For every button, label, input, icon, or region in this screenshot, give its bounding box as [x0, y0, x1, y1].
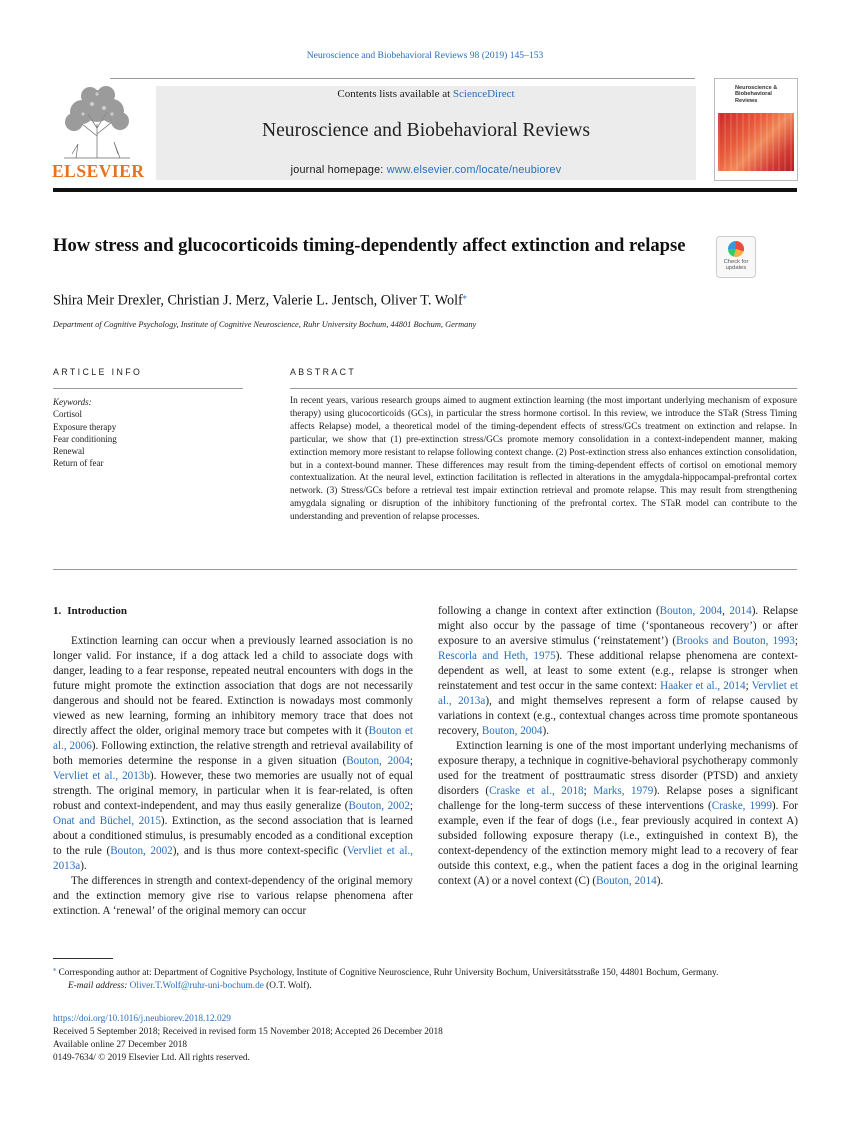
author-names: Shira Meir Drexler, Christian J. Merz, Valerie L. Jentsch, Oliver T. Wolf	[53, 292, 463, 309]
journal-masthead	[156, 86, 696, 180]
body-column-left	[53, 604, 413, 919]
body-column-right	[438, 604, 798, 889]
corresponding-author-mark[interactable]: ⁎	[462, 292, 467, 301]
body-text: ). For example, even if the fear of dogs (i.e., fear previously acquired in context A) subsided following exposure therapy (i.e., extinguished in context B), the context-dependency of the extinction memory might lead to a recovery of fear outside this context, e.g., when the patient faces a dog in the original learning context (A) or a novel context (C) (	[438, 800, 798, 887]
masthead-divider	[53, 188, 797, 192]
body-text: ;	[409, 800, 413, 812]
body-text: ). However, these two memories are usually not of equal strength. The original memory, in particular when it is fear-related, is often robust and context-independent, and may thus easily generalize (	[53, 770, 413, 812]
body-text: ).	[656, 875, 664, 887]
citation-link[interactable]: Bouton, 2004	[346, 755, 410, 767]
body-text: ), and might themselves represent a form of relapse caused by variations in context (e.g., contextual changes across time promote spontaneous recovery,	[438, 695, 798, 737]
available-online: Available online 27 December 2018	[53, 1040, 188, 1050]
body-text: ).	[542, 725, 549, 737]
publication-info	[53, 1013, 797, 1065]
body-text: ,	[722, 605, 730, 617]
keyword: Fear conditioning	[53, 433, 117, 444]
contents-line	[156, 88, 696, 100]
keywords-label: Keywords:	[53, 397, 92, 407]
affiliation: Department of Cognitive Psychology, Institute of Cognitive Neuroscience, Ruhr University Bochum, 44801 Bochum, Germany	[53, 320, 477, 329]
citation-link[interactable]: Vervliet et al., 2013a	[438, 680, 798, 707]
citation-link[interactable]: Bouton, 2002	[348, 800, 410, 812]
body-text: ;	[745, 680, 752, 692]
body-text: ), and is thus more context-specific (	[172, 845, 347, 857]
citation-link[interactable]: Haaker et al., 2014	[660, 680, 746, 692]
citation-link[interactable]: Vervliet et al., 2013b	[53, 770, 150, 782]
abstract-bottom-rule	[53, 569, 797, 570]
citation-link[interactable]: Brooks and Bouton, 1993	[676, 635, 795, 647]
author-list	[53, 292, 793, 310]
paragraph	[53, 874, 413, 919]
citation-link[interactable]: Bouton, 2014	[596, 875, 657, 887]
body-text: ;	[583, 785, 594, 797]
journal-reference[interactable]: Neuroscience and Biobehavioral Reviews 98 (2019) 145–153	[306, 50, 544, 61]
email-line	[53, 980, 797, 993]
publisher-logo[interactable]	[52, 84, 145, 182]
tree-emblem-icon	[52, 84, 142, 160]
paragraph	[438, 604, 798, 739]
body-text: following a change in context after extinction (	[438, 605, 660, 617]
sciencedirect-link[interactable]: ScienceDirect	[452, 88, 515, 100]
footnote-rule	[53, 958, 113, 959]
citation-link[interactable]: Rescorla and Heth, 1975	[438, 650, 556, 662]
paragraph	[53, 634, 413, 874]
contents-prefix: Contents lists available at	[337, 88, 453, 100]
section-title: Introduction	[67, 605, 127, 617]
body-text: Extinction learning can occur when a previously learned association is no longer valid. For instance, if a dog attack led a child to associate dogs with danger, leading to a fear response, repeated neutral encounters with dogs in the future might promote the extinction association that dogs are not necessarily dangerous and should not be feared. Extinction is nowadays most commonly viewed as new learning, forming an inhibitory memory trace that does not directly affect the older, original memory trace but competes with it (	[53, 635, 413, 737]
body-text: ).	[80, 860, 87, 872]
cover-title: Neuroscience & Biobehavioral Reviews	[735, 85, 778, 104]
citation-link[interactable]: Onat and Büchel, 2015	[53, 815, 161, 827]
body-text: ;	[409, 755, 413, 767]
journal-homepage	[156, 164, 696, 176]
corresponding-address: Corresponding author at: Department of Cognitive Psychology, Institute of Cognitive Neuroscience, Ruhr University Bochum, Universitätsstraße 150, 44801 Bochum, Germany.	[58, 968, 719, 979]
citation-link[interactable]: Bouton, 2002	[110, 845, 173, 857]
homepage-prefix: journal homepage:	[290, 164, 387, 176]
corresponding-author-note	[53, 963, 797, 980]
body-text: ). Extinction, as the second association that is learned about a conditioned stimulus, is presumably encoded as a conditional exception to the rule (	[53, 815, 413, 857]
section-number: 1.	[53, 605, 62, 617]
abstract-heading: ABSTRACT	[290, 367, 357, 377]
body-text: ). Relapse poses a significant challenge for the long-term success of these interventions (	[438, 785, 798, 812]
keyword: Return of fear	[53, 458, 104, 469]
citation-link[interactable]: Craske, 1999	[711, 800, 772, 812]
crossmark-icon	[728, 241, 744, 257]
check-for-updates-badge[interactable]	[716, 236, 756, 278]
citation-link[interactable]: 2014	[729, 605, 752, 617]
citation-link[interactable]: Bouton, 2004	[481, 725, 543, 737]
doi-link[interactable]: https://doi.org/10.1016/j.neubiorev.2018.12.029	[53, 1014, 231, 1024]
corresponding-author-footnote	[53, 963, 797, 993]
journal-cover-thumbnail[interactable]	[714, 78, 798, 181]
email-link[interactable]: Oliver.T.Wolf@ruhr-uni-bochum.de	[129, 981, 264, 992]
body-text: The differences in strength and context-dependency of the original memory and the extinction memory give rise to various relapse phenomena after extinction. A ‘renewal’ of the original memory can occur	[53, 875, 413, 917]
keyword: Exposure therapy	[53, 421, 117, 432]
publisher-wordmark: ELSEVIER	[52, 161, 145, 181]
copyright: 0149-7634/ © 2019 Elsevier Ltd. All rights reserved.	[53, 1053, 250, 1063]
article-info-rule	[53, 388, 243, 389]
keyword: Cortisol	[53, 409, 83, 420]
paragraph	[438, 739, 798, 889]
article-title: How stress and glucocorticoids timing-dependently affect extinction and relapse	[53, 235, 686, 256]
body-text: ;	[794, 635, 798, 647]
citation-link[interactable]: Craske et al., 2018	[489, 785, 584, 797]
keywords-block	[53, 396, 243, 470]
citation-link[interactable]: Marks, 1979	[593, 785, 654, 797]
citation-link[interactable]: Bouton et al., 2006	[53, 725, 413, 752]
cover-artwork	[718, 113, 794, 171]
section-heading	[53, 604, 413, 619]
homepage-link[interactable]: www.elsevier.com/locate/neubiorev	[386, 164, 562, 176]
abstract-text: In recent years, various research groups aimed to augment extinction learning (the most important underlying mechanism of exposure therapy) using glucocorticoids (GCs), in particular the stress hormone cortisol. In this review, we introduce the STaR (Stress Timing affects Relapse) model, a theoretical model of the timing-dependent effects of stress/GCs treatment on extinction and relapse. In particular, we show that (1) pre-extinction stress/GCs promote memory consolidation in a context-independent manner, making extinction memory more resistant to relapse following context change. (2) Post-extinction stress also enhances extinction consolidation, but in a context-bound manner. These differences may result from the timing-dependent effects of cortisol on emotional memory contextualization. At the neural level, extinction facilitation is reflected in alterations in the amygdala-hippocampal-prefrontal cortex network. (3) Stress/GCs before a retrieval test impair extinction retrieval and promote relapse. This may result from strengthening amygdala signaling or disruption of the inhibitory functioning of the prefrontal cortex. The STaR model can contribute to the understanding and prevention of relapse processes.	[290, 396, 797, 523]
email-suffix: (O.T. Wolf).	[263, 981, 312, 992]
received-dates: Received 5 September 2018; Received in revised form 15 November 2018; Accepted 26 December 2018	[53, 1027, 443, 1037]
check-for-updates-label: Check for updates	[723, 259, 749, 272]
article-info-heading: ARTICLE INFO	[53, 367, 143, 377]
email-label: E-mail address:	[68, 981, 128, 992]
journal-title: Neuroscience and Biobehavioral Reviews	[261, 120, 591, 141]
citation-link[interactable]: Bouton, 2004	[659, 605, 723, 617]
footnote-mark: ⁎	[53, 966, 57, 973]
keyword: Renewal	[53, 446, 85, 457]
abstract-rule	[290, 388, 797, 389]
body-text: Extinction learning is one of the most important underlying mechanisms of exposure therapy, a technique in cognitive-behavioral psychotherapy commonly used for the treatment of posttraumatic stress disorder (PTSD) and anxiety disorders (	[438, 740, 798, 797]
body-text: ). Relapse might also occur by the passage of time (‘spontaneous recovery’) or after exposure to an aversive stimulus (‘reinstatement’) (	[438, 605, 798, 647]
body-text: ). These additional relapse phenomena are context-dependent as well, at least to some extent (e.g., relapse is stronger when reinstatement and test occur in the same context:	[438, 650, 799, 692]
header-rule	[110, 78, 695, 79]
citation-link[interactable]: Vervliet et al., 2013a	[53, 845, 413, 872]
body-text: ). Following extinction, the relative strength and retrieval availability of both memories determine the response in a given situation (	[53, 740, 413, 767]
